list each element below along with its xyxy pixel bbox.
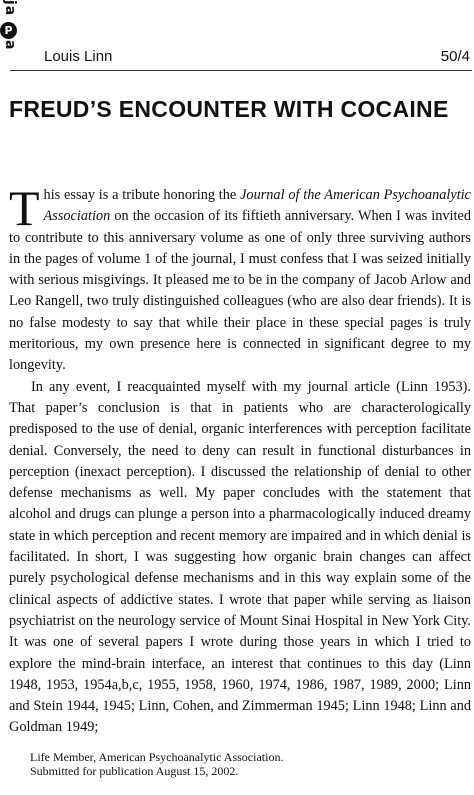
journal-logo: [0, 0, 20, 72]
footnote-affiliation: Life Member, American Psychoanalytic Association.: [30, 750, 284, 764]
article-body: [9, 180, 471, 739]
footnotes: [30, 750, 460, 778]
running-head: [44, 48, 470, 68]
paragraph-2: In any event, I reacquainted myself with my journal article (Linn 1953). That paper’s conclusion is that in patients who are characterologically predisposed to the use of denial, organic interferences with perception facilitate denial. Conversely, the need to deny can result in functional disturbances in perception (inexact perception). I discussed the relationship of denial to other defense mechanisms as well. My paper concludes with the statement that alcohol and drugs can plunge a person into a pharmacologically induced dreamy state in which perception and recent memory are impaired and in which denial is facilitated. In short, I was suggesting how organic brain changes can affect purely psychological defense mechanisms and in this way explain some of the clinical aspects of addictive states. I wrote that paper while serving as liaison psychiatrist on the neurology service of Mount Sinai Hospital in New York City. It was one of several papers I wrote during those years in which I tried to explore the mind-brain interface, an interest that continues to this day (Linn 1948, 1953, 1954a,b,c, 1955, 1958, 1960, 1974, 1986, 1987, 1989, 2000; Linn and Stein 1944, 1945; Linn, Cohen, and Zimmerman 1945; Linn 1948; Linn and Goldman 1949;: [9, 378, 471, 736]
logo-circle-letter: P: [4, 24, 13, 37]
journal-name: Journal of the American Psychoanalytic Association: [43, 187, 471, 225]
drop-cap: T: [9, 180, 40, 236]
running-head-folio: 50/4: [440, 48, 470, 65]
running-head-author: Louis Linn: [44, 48, 113, 65]
paragraph-1-text-a: his essay is a tribute honoring the: [43, 187, 241, 203]
article-title: FREUD’S ENCOUNTER WITH COCAINE: [9, 96, 449, 122]
paragraph-1: [9, 180, 471, 377]
paragraph-1-text-b: on the occasion of its fiftieth anniversary. When I was invited to contribute to this anniversary volume as one of only three surviving authors in the pages of volume 1 of the journal, I must confess that I was seized initially with serious misgivings. It pleased me to be in the company of Jacob Arlow and Leo Rangell, two truly distinguished colleagues (who are also dear friends). It is no false modesty to say that while their place in these special pages is truly meritorious, my own presence here is connected in significant degree to my longevity.: [9, 208, 471, 374]
header-rule: [10, 70, 472, 71]
footnote-submission: Submitted for publication August 15, 2002.: [30, 764, 239, 778]
logo-text-bottom: a: [2, 40, 18, 51]
logo-circle: [0, 22, 17, 39]
logo-text-top: ja: [2, 0, 18, 17]
